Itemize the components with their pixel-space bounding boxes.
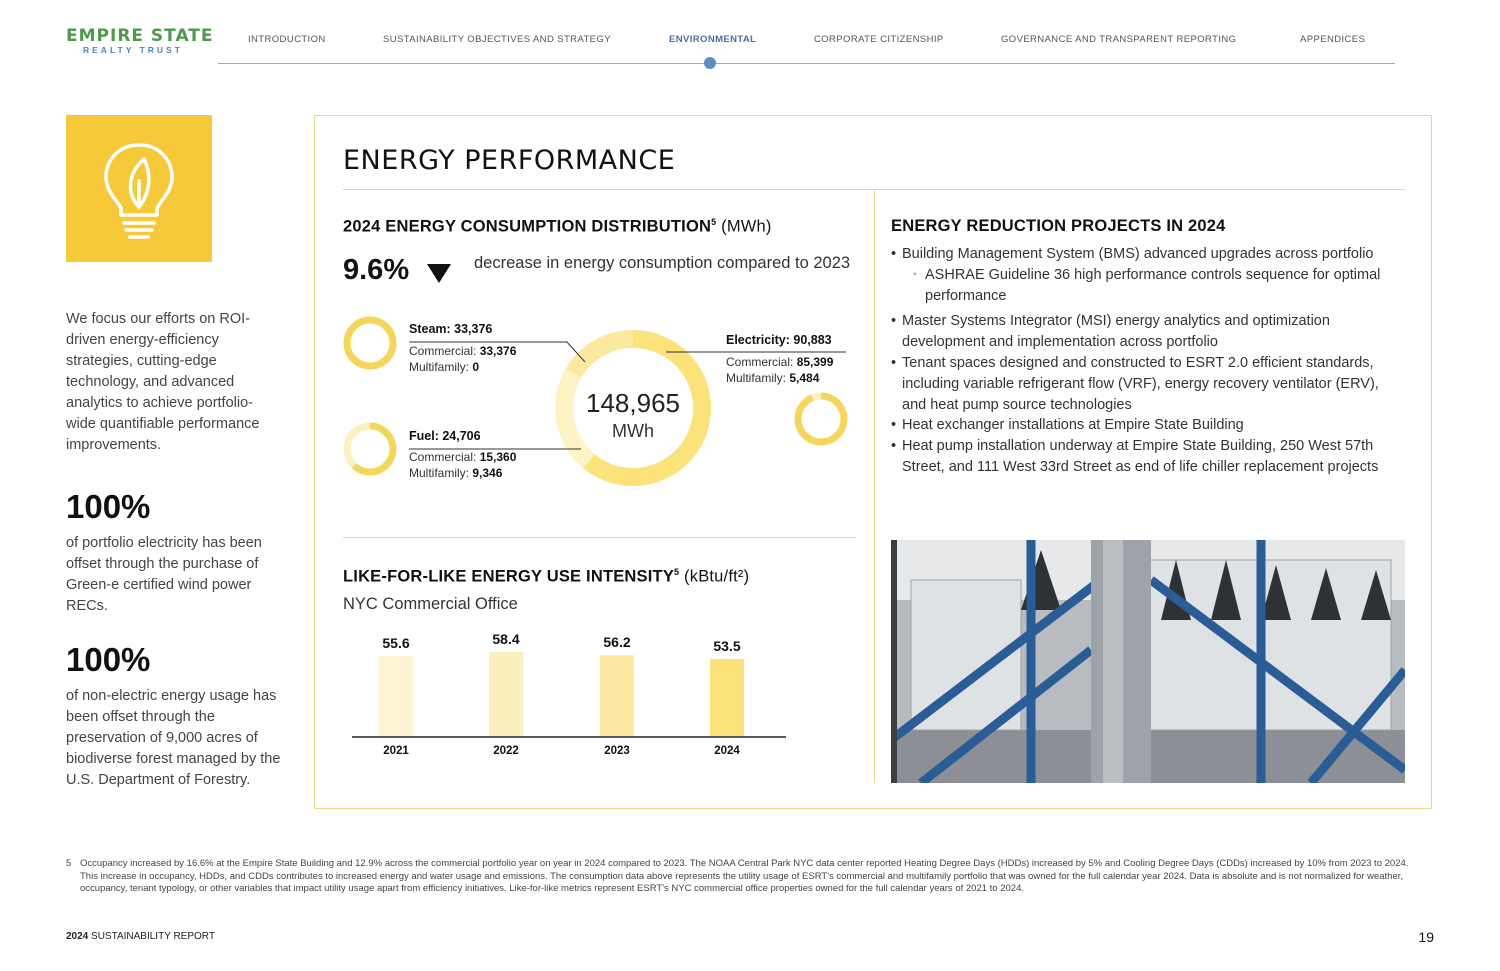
electricity-label: Electricity: 90,883 <box>726 333 832 347</box>
page-number: 19 <box>1418 929 1434 945</box>
electricity-multifamily <box>726 371 819 385</box>
bar-year-label: 2021 <box>383 745 409 757</box>
footnote-ref: 5 <box>674 567 680 577</box>
decrease-percentage: 9.6% <box>343 254 410 286</box>
consumption-unit: (MWh) <box>721 217 772 236</box>
project-text: Building Management System (BMS) advanced upgrades across portfolio <box>902 246 1374 262</box>
nav-appendices[interactable]: APPENDICES <box>1300 34 1366 45</box>
electricity-commercial <box>726 355 833 369</box>
nav-introduction[interactable]: INTRODUCTION <box>248 34 326 45</box>
nav-corporate-citizenship[interactable]: CORPORATE CITIZENSHIP <box>814 34 944 45</box>
project-text: Master Systems Integrator (MSI) energy analytics and optimization development and implementation across portfolio <box>902 313 1330 351</box>
electricity-commercial-label: Commercial: <box>726 355 794 369</box>
electricity-commercial-slice <box>798 396 844 442</box>
logo-line-2: REALTY TRUST <box>83 45 183 55</box>
footnote-number: 5 <box>66 858 72 869</box>
bar-value-label: 58.4 <box>492 631 520 647</box>
bar-2024 <box>710 659 744 736</box>
bar-year-label: 2023 <box>604 745 630 757</box>
fuel-commercial-label: Commercial: <box>409 450 477 464</box>
bar-year-label: 2022 <box>493 745 519 757</box>
footnote <box>66 858 1426 896</box>
project-item: • Building Management System (BMS) advanced upgrades across portfolio ◦ ASHRAE Guideline 36 high performance controls sequence for optimal performance • Master Systems Integrator (MSI) energy analytics and optimization development and implementation across portfolio • Tenant spaces designed and constructed to ESRT 2.0 efficient standards, including variable refrigerant flow (VRF), energy recovery ventilator (ERV), and heat pump source technologies • Heat exchanger installations at Empire State Building • Heat pump installation underway at Empire State Building, 250 West 57th Street, and 111 West 33rd Street as end of life chiller replacement projects <box>891 246 1381 475</box>
projects-heading: ENERGY REDUCTION PROJECTS IN 2024 <box>891 217 1226 235</box>
page-title: ENERGY PERFORMANCE <box>343 145 676 176</box>
intensity-heading <box>343 567 749 587</box>
fuel-commercial <box>409 450 516 464</box>
intro-text: We focus our efforts on ROI-driven energy-efficiency strategies, cutting-edge technology, and advanced analytics to achieve portfolio-wide quantifiable performance improvements. <box>66 311 260 453</box>
bar-year-label: 2024 <box>714 745 740 757</box>
bar-value-label: 56.2 <box>603 634 631 651</box>
decrease-description: decrease in energy consumption compared to 2023 <box>474 254 851 272</box>
fuel-multifamily-value: 9,346 <box>472 466 503 480</box>
intensity-bar-chart <box>343 625 803 765</box>
section-divider <box>343 537 856 538</box>
fuel-multifamily-slice <box>347 426 370 466</box>
steam-commercial <box>409 344 516 358</box>
fuel-multifamily-label: Multifamily: <box>409 466 470 480</box>
bar-2022 <box>489 652 523 736</box>
project-text: Tenant spaces designed and constructed to ESRT 2.0 efficient standards, including variable refrigerant flow (VRF), energy recovery ventilator (ERV), and heat pump source technologies <box>902 354 1379 413</box>
electricity-multifamily-value: 5,484 <box>789 371 820 385</box>
footer-year: 2024 <box>66 931 89 942</box>
footnote-text: Occupancy increased by 16.6% at the Empire State Building and 12.9% across the commercial portfolio year on year in 2024 compared to 2023. The NOAA Central Park NYC data center reported Heating Degree Days (HDDs) increased by 5% and Cooling Degree Days (CDDs) increased by 10% from 2023 to 2024. This increase in occupancy, HDDs, and CDDs contributes to increased energy and water usage and emissions. The consumption data above represents the utility usage of ESRT's commercial and multifamily portfolio that was owned for the full calendar year 2024. Data is absolute and is not normalized for weather, occupancy, tenant typology, or other variables that impact utility usage apart from efficiency initiatives. Like-for-like metrics represent ESRT's NYC commercial office properties owned for the full calendar years of 2021 to 2024. <box>80 858 1409 894</box>
stat-non-electric-text: of non-electric energy usage has been offset through the preservation of 9,000 acres of biodiverse forest managed by the U.S. Department of Forestry. <box>66 688 281 788</box>
bar-2021 <box>379 656 413 736</box>
consumption-heading-text: 2024 ENERGY CONSUMPTION DISTRIBUTION <box>343 217 712 236</box>
project-text: Heat pump installation underway at Empire State Building, 250 West 57th Street, and 111 West 33rd Street as end of life chiller replacement projects <box>902 438 1379 475</box>
fuel-commercial-slice <box>354 426 393 472</box>
bar-2023 <box>600 655 634 736</box>
steam-multifamily <box>409 360 479 374</box>
stat-electricity-text: of portfolio electricity has been offset through the purchase of Green-e certified wind power RECs. <box>66 535 262 614</box>
fuel-commercial-value: 15,360 <box>479 450 517 464</box>
down-triangle-icon <box>427 264 451 283</box>
electricity-multifamily-label: Multifamily: <box>726 371 787 385</box>
intensity-subtitle: NYC Commercial Office <box>343 595 518 613</box>
column-divider <box>874 190 875 783</box>
total-consumption-unit: MWh <box>612 421 654 441</box>
fuel-label: Fuel: 24,706 <box>409 429 481 443</box>
logo-line-1: EMPIRE STATE <box>66 26 214 46</box>
report-footer <box>66 931 215 942</box>
fuel-multifamily <box>409 466 502 480</box>
nav-underline <box>218 63 1395 64</box>
project-text: Heat exchanger installations at Empire State Building <box>902 417 1244 434</box>
nav-active-indicator <box>704 57 716 69</box>
electricity-commercial-value: 85,399 <box>796 355 834 369</box>
footnote-ref: 5 <box>711 217 717 227</box>
electricity-mini-donut <box>798 396 844 442</box>
stat-non-electric-value: 100% <box>66 641 151 678</box>
donut-slice-fuel <box>573 339 633 373</box>
steam-multifamily-value: 0 <box>472 360 480 374</box>
intensity-unit: (kBtu/ft²) <box>684 567 750 586</box>
footer-label: SUSTAINABILITY REPORT <box>91 931 215 942</box>
heat-pump-installation-photo <box>891 540 1405 783</box>
steam-label: Steam: 33,376 <box>409 322 493 336</box>
bar-value-label: 55.6 <box>382 635 410 652</box>
steam-commercial-label: Commercial: <box>409 344 477 358</box>
nav-environmental[interactable]: ENVIRONMENTAL <box>669 34 757 45</box>
steam-multifamily-label: Multifamily: <box>409 360 470 374</box>
bar-value-label: 53.5 <box>713 638 741 655</box>
lightbulb-leaf-icon <box>66 115 212 262</box>
nav-sustainability-objectives[interactable]: SUSTAINABILITY OBJECTIVES AND STRATEGY <box>383 34 611 45</box>
steam-mini-donut <box>347 320 393 366</box>
intensity-heading-text: LIKE-FOR-LIKE ENERGY USE INTENSITY <box>343 567 675 586</box>
electricity-multifamily-slice <box>812 396 821 398</box>
nav-governance[interactable]: GOVERNANCE AND TRANSPARENT REPORTING <box>1001 34 1237 45</box>
project-subitem-text: ASHRAE Guideline 36 high performance controls sequence for optimal performance <box>925 266 1381 304</box>
consumption-heading <box>343 217 772 237</box>
steam-commercial-value: 33,376 <box>479 344 517 358</box>
stat-electricity-value: 100% <box>66 488 151 525</box>
total-consumption-value: 148,965 <box>586 388 680 418</box>
fuel-mini-donut <box>347 426 393 472</box>
